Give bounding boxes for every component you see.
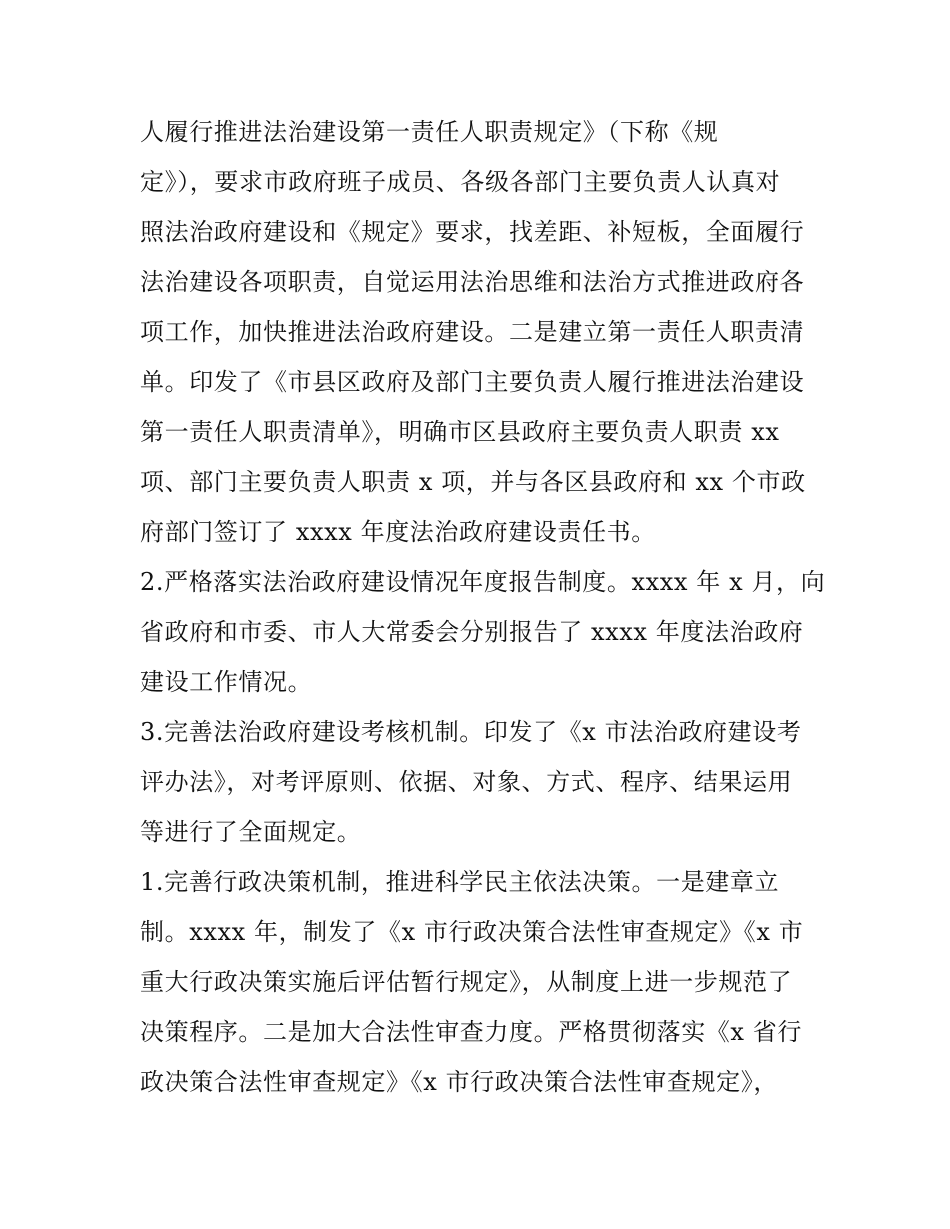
text-line: 评办法》，对考评原则、依据、对象、方式、程序、结果运用 xyxy=(140,768,793,796)
text-line: 重大行政决策实施后评估暂行规定》，从制度上进一步规范了 xyxy=(140,968,793,996)
text-line: 决策程序。二是加大合法性审查力度。严格贯彻落实《x 省行 xyxy=(140,1018,802,1046)
text-line: 政决策合法性审查规定》《x 市行政决策合法性审查规定》， xyxy=(140,1068,778,1096)
text-line: 单。印发了《市县区政府及部门主要负责人履行推进法治建设 xyxy=(140,368,805,396)
text-line: 2.严格落实法治政府建设情况年度报告制度。xxxx 年 x 月，向 xyxy=(140,568,826,596)
text-line: 第一责任人职责清单》，明确市区县政府主要负责人职责 xx xyxy=(140,418,780,446)
text-line: 制。xxxx 年，制发了《x 市行政决策合法性审查规定》《x 市 xyxy=(140,918,804,946)
text-line: 建设工作情况。 xyxy=(140,668,313,696)
text-line: 3.完善法治政府建设考核机制。印发了《x 市法治政府建设考 xyxy=(140,718,802,746)
text-line: 定》），要求市政府班子成员、各级各部门主要负责人认真对 xyxy=(140,168,781,196)
text-line: 1.完善行政决策机制，推进科学民主依法决策。一是建章立 xyxy=(140,868,780,896)
text-line: 等进行了全面规定。 xyxy=(140,818,362,846)
text-line: 项工作，加快推进法治政府建设。二是建立第一责任人职责清 xyxy=(140,318,805,346)
text-line: 省政府和市委、市人大常委会分别报告了 xxxx 年度法治政府 xyxy=(140,618,804,646)
text-line: 项、部门主要负责人职责 x 项，并与各区县政府和 xx 个市政 xyxy=(140,468,806,496)
text-line: 府部门签订了 xxxx 年度法治政府建设责任书。 xyxy=(140,518,656,546)
text-line: 照法治政府建设和《规定》要求，找差距、补短板，全面履行 xyxy=(140,218,805,246)
text-line: 人履行推进法治建设第一责任人职责规定》（下称《规 xyxy=(140,118,719,146)
text-line: 法治建设各项职责，自觉运用法治思维和法治方式推进政府各 xyxy=(140,268,805,296)
